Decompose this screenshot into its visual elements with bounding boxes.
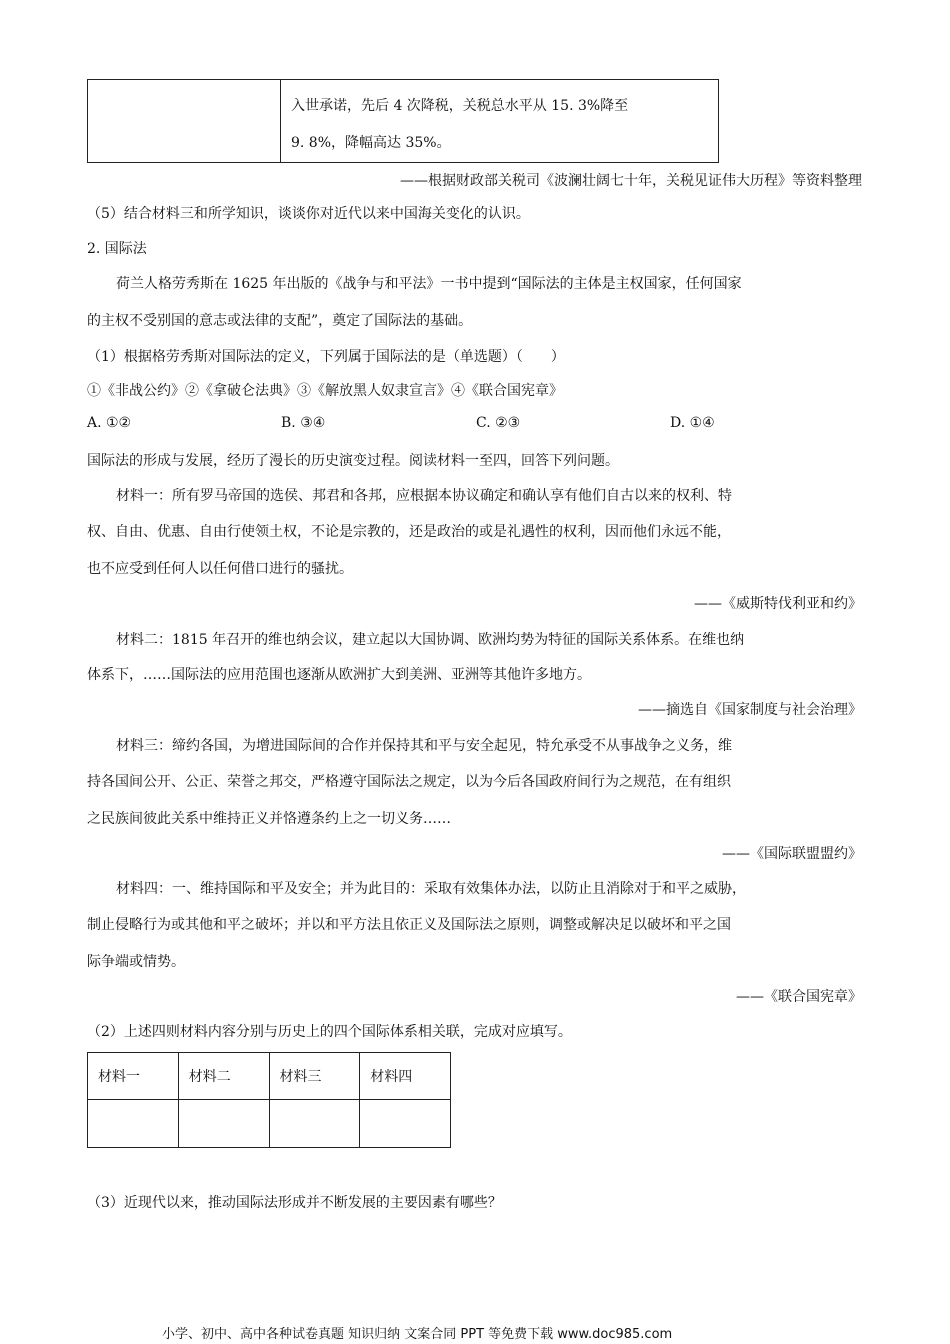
- fill-table-header: 材料四: [360, 1053, 451, 1100]
- tariff-line-2: 9. 8%，降幅高达 35%。: [291, 135, 451, 151]
- material-3-line-1: 材料三：缔约各国，为增进国际间的合作并保持其和平与安全起见，特允承受不从事战争之义务，维: [116, 738, 732, 754]
- material-2-line-1: 材料二：1815 年召开的维也纳会议，建立起以大国协调、欧洲均势为特征的国际关系体系。在维也纳: [116, 632, 745, 648]
- question-5: （5）结合材料三和所学知识，谈谈你对近代以来中国海关变化的认识。: [87, 206, 530, 222]
- material-3-source: ——《国际联盟盟约》: [722, 846, 862, 862]
- material-1-source: ——《威斯特伐利亚和约》: [694, 596, 862, 612]
- intro-line-2: 的主权不受别国的意志或法律的支配”，奠定了国际法的基础。: [87, 313, 473, 329]
- question-1-items: ①《非战公约》②《拿破仑法典》③《解放黑人奴隶宣言》④《联合国宪章》: [87, 383, 563, 399]
- question-3: （3）近现代以来，推动国际法形成并不断发展的主要因素有哪些？: [87, 1195, 502, 1211]
- material-4-source: ——《联合国宪章》: [736, 989, 862, 1005]
- materials-lead: 国际法的形成与发展，经历了漫长的历史演变过程。阅读材料一至四，回答下列问题。: [87, 453, 619, 469]
- material-3-line-2: 持各国间公开、公正、荣誉之邦交，严格遵守国际法之规定，以为今后各国政府间行为之规范，在有组织: [87, 774, 731, 790]
- option-c: C. ②③: [476, 415, 521, 431]
- material-1-line-3: 也不应受到任何人以任何借口进行的骚扰。: [87, 561, 353, 577]
- material-2-line-2: 体系下，……国际法的应用范围也逐渐从欧洲扩大到美洲、亚洲等其他许多地方。: [87, 667, 591, 683]
- tariff-table: [87, 79, 719, 163]
- fill-table-header: 材料一: [88, 1053, 179, 1100]
- fill-table-header: 材料三: [269, 1053, 360, 1100]
- material-4-line-3: 际争端或情势。: [87, 954, 185, 970]
- fill-table-blank-cell[interactable]: [88, 1100, 179, 1148]
- section-2-title: 2. 国际法: [87, 241, 147, 257]
- material-3-line-3: 之民族间彼此关系中维持正义并恪遵条约上之一切义务……: [87, 811, 451, 827]
- tariff-table-label-cell: [88, 80, 281, 163]
- intro-line-1: 荷兰人格劳秀斯在 1625 年出版的《战争与和平法》一书中提到“国际法的主体是主权国家，任何国家: [116, 276, 742, 292]
- fill-table-blank-cell[interactable]: [269, 1100, 360, 1148]
- option-d: D. ①④: [670, 415, 715, 431]
- tariff-line-1: 入世承诺，先后 4 次降税，关税总水平从 15. 3%降至: [291, 98, 629, 114]
- fill-in-table: [87, 1052, 451, 1148]
- material-4-line-1: 材料四：一、维持国际和平及安全；并为此目的：采取有效集体办法，以防止且消除对于和平之威胁，: [116, 881, 746, 897]
- option-b: B. ③④: [281, 415, 326, 431]
- material-2-source: ——摘选自《国家制度与社会治理》: [638, 702, 862, 718]
- fill-table-header: 材料二: [178, 1053, 269, 1100]
- tariff-source: ——根据财政部关税司《波澜壮阔七十年，关税见证伟大历程》等资料整理: [400, 173, 862, 189]
- fill-table-blank-cell[interactable]: [178, 1100, 269, 1148]
- question-2: （2）上述四则材料内容分别与历史上的四个国际体系相关联，完成对应填写。: [87, 1024, 572, 1040]
- tariff-table-content-cell: [281, 80, 719, 163]
- option-a: A. ①②: [87, 415, 132, 431]
- material-1-line-1: 材料一：所有罗马帝国的选侯、邦君和各邦，应根据本协议确定和确认享有他们自古以来的权利、特: [116, 488, 732, 504]
- footer-ad: 小学、初中、高中各种试卷真题 知识归纳 文案合同 PPT 等免费下载 www.doc985.com: [162, 1327, 673, 1342]
- question-1: （1）根据格劳秀斯对国际法的定义，下列属于国际法的是（单选题）（ ）: [87, 349, 565, 365]
- fill-table-blank-cell[interactable]: [360, 1100, 451, 1148]
- material-1-line-2: 权、自由、优惠、自由行使领土权，不论是宗教的，还是政治的或是礼遇性的权利，因而他们永远不能，: [87, 524, 731, 540]
- material-4-line-2: 制止侵略行为或其他和平之破坏；并以和平方法且依正义及国际法之原则，调整或解决足以破坏和平之国: [87, 917, 731, 933]
